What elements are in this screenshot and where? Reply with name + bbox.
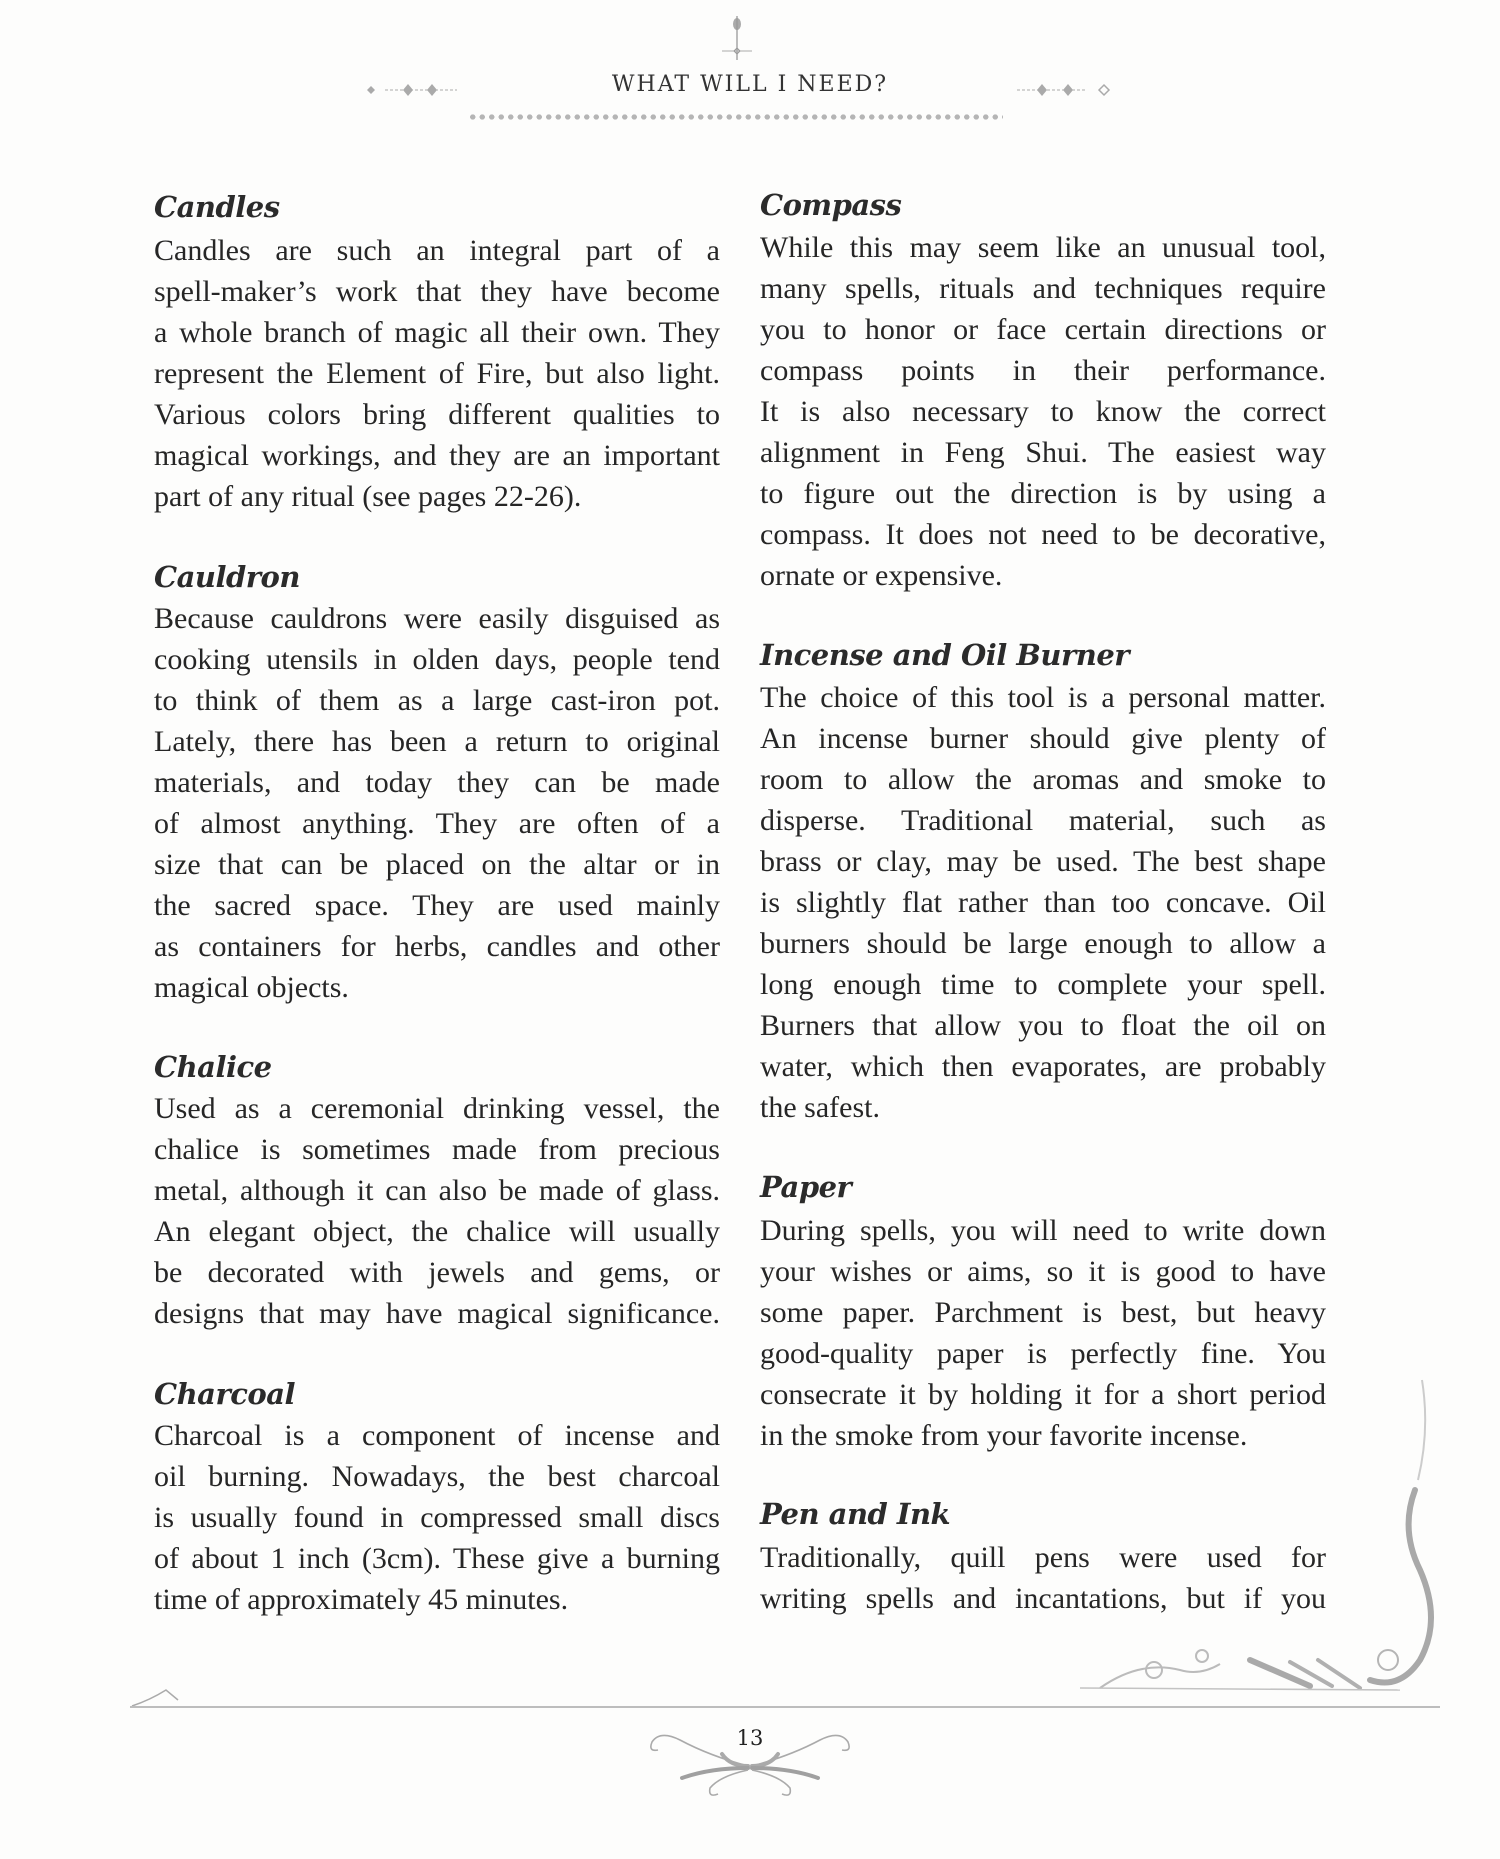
body-line: water, which then evaporates, are probably — [760, 1050, 1326, 1083]
body-line: spell-maker’s work that they have become — [154, 275, 720, 308]
body-line: disperse. Traditional material, such as — [760, 804, 1326, 837]
body-line: oil burning. Nowadays, the best charcoal — [154, 1460, 720, 1493]
body-line: good-quality paper is perfectly fine. You — [760, 1337, 1326, 1370]
body-line: some paper. Parchment is best, but heavy — [760, 1296, 1326, 1329]
body-line: An incense burner should give plenty of — [760, 722, 1326, 755]
body-line: An elegant object, the chalice will usually — [154, 1215, 720, 1248]
body-line: Burners that allow you to float the oil on — [760, 1009, 1326, 1042]
section-heading: Paper — [760, 1170, 852, 1204]
body-line: compass. It does not need to be decorative, — [760, 518, 1326, 551]
left-rule-ornament — [130, 1684, 210, 1708]
body-line: While this may seem like an unusual tool, — [760, 231, 1326, 264]
body-line: The choice of this tool is a personal matter. — [760, 681, 1326, 714]
body-line: is slightly flat rather than too concave. Oil — [760, 886, 1326, 919]
footer-rule — [130, 1706, 1440, 1708]
body-line: Charcoal is a component of incense and — [154, 1419, 720, 1452]
body-line: Various colors bring different qualities to — [154, 398, 720, 431]
running-header-title: WHAT WILL I NEED? — [611, 72, 889, 97]
body-line: room to allow the aromas and smoke to — [760, 763, 1326, 796]
body-line: Candles are such an integral part of a — [154, 234, 720, 267]
body-line: part of any ritual (see pages 22-26). — [154, 480, 582, 513]
body-line: time of approximately 45 minutes. — [154, 1583, 569, 1616]
body-line: compass points in their performance. — [760, 354, 1326, 387]
body-line: to think of them as a large cast-iron pot. — [154, 684, 720, 717]
body-line: long enough time to complete your spell. — [760, 968, 1326, 1001]
body-line: Traditionally, quill pens were used for — [760, 1541, 1326, 1574]
body-line: magical objects. — [154, 971, 349, 1004]
body-line: During spells, you will need to write down — [760, 1214, 1326, 1247]
body-line: as containers for herbs, candles and other — [154, 930, 720, 963]
body-line: designs that may have magical significance. — [154, 1297, 720, 1330]
body-line: the safest. — [760, 1091, 880, 1124]
body-line: is usually found in compressed small discs — [154, 1501, 720, 1534]
body-line: alignment in Feng Shui. The easiest way — [760, 436, 1326, 469]
body-line: your wishes or aims, so it is good to have — [760, 1255, 1326, 1288]
section-heading: Chalice — [154, 1050, 272, 1084]
header-dotted-divider — [468, 114, 1003, 120]
body-line: consecrate it by holding it for a short period — [760, 1378, 1326, 1411]
section-heading: Cauldron — [154, 560, 300, 594]
body-line: size that can be placed on the altar or in — [154, 848, 720, 881]
body-line: to figure out the direction is by using a — [760, 477, 1326, 510]
body-line: Lately, there has been a return to original — [154, 725, 720, 758]
body-line: a whole branch of magic all their own. They — [154, 316, 720, 349]
body-line: Because cauldrons were easily disguised as — [154, 602, 720, 635]
body-line: writing spells and incantations, but if you — [760, 1582, 1326, 1615]
body-line: of about 1 inch (3cm). These give a burning — [154, 1542, 720, 1575]
body-line: in the smoke from your favorite incense. — [760, 1419, 1248, 1452]
body-line: be decorated with jewels and gems, or — [154, 1256, 720, 1289]
page-number: 13 — [736, 1726, 764, 1750]
section-heading: Candles — [154, 190, 280, 224]
section-heading: Charcoal — [154, 1377, 296, 1411]
body-line: you to honor or face certain directions or — [760, 313, 1326, 346]
top-finial-ornament — [720, 14, 760, 64]
section-heading: Incense and Oil Burner — [760, 638, 1130, 672]
body-line: materials, and today they can be made — [154, 766, 720, 799]
body-line: metal, although it can also be made of glass. — [154, 1174, 720, 1207]
body-line: cooking utensils in olden days, people tend — [154, 643, 720, 676]
body-line: brass or clay, may be used. The best shape — [760, 845, 1326, 878]
section-heading: Pen and Ink — [760, 1497, 951, 1531]
body-line: many spells, rituals and techniques require — [760, 272, 1326, 305]
body-line: the sacred space. They are used mainly — [154, 889, 720, 922]
body-line: Used as a ceremonial drinking vessel, the — [154, 1092, 720, 1125]
body-line: burners should be large enough to allow a — [760, 927, 1326, 960]
body-line: ornate or expensive. — [760, 559, 1003, 592]
body-line: of almost anything. They are often of a — [154, 807, 720, 840]
section-heading: Compass — [760, 188, 902, 222]
body-line: It is also necessary to know the correct — [760, 395, 1326, 428]
body-line: magical workings, and they are an important — [154, 439, 720, 472]
body-line: represent the Element of Fire, but also light. — [154, 357, 720, 390]
right-corner-flourish-ornament — [1070, 1370, 1450, 1710]
body-line: chalice is sometimes made from precious — [154, 1133, 720, 1166]
